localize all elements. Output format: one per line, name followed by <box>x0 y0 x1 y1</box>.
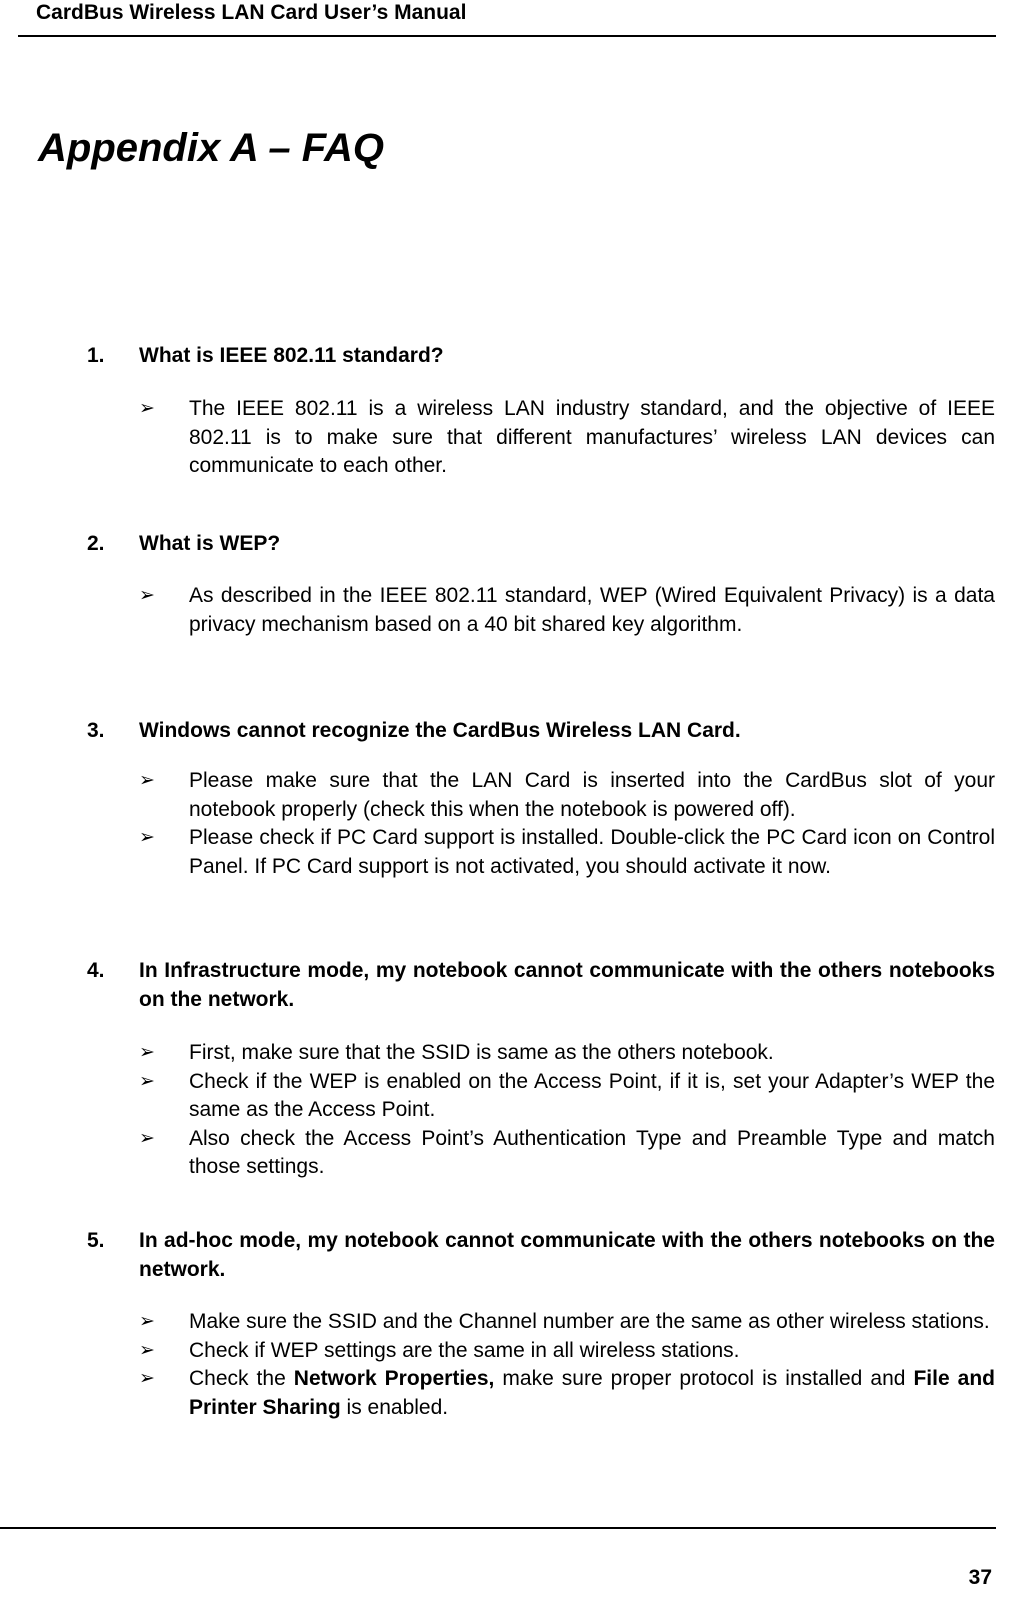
answer-text: Please make sure that the LAN Card is inserted into the CardBus slot of your notebook properly (check this when the notebook is powered off). <box>189 769 995 821</box>
answer-text: First, make sure that the SSID is same as the others notebook. <box>189 1041 774 1064</box>
faq-question-text: In ad-hoc mode, my notebook cannot communicate with the others notebooks on the network. <box>139 1229 995 1281</box>
page-number: 37 <box>968 1566 992 1589</box>
list-item <box>0 767 1014 824</box>
answer-text-part: make sure proper protocol is installed and <box>494 1367 914 1390</box>
faq-answers-1 <box>0 395 1014 481</box>
arrow-bullet-icon: ➢ <box>139 585 155 606</box>
faq-answers-5 <box>0 1308 1014 1422</box>
faq-question-4 <box>87 956 995 1014</box>
faq-number: 1. <box>87 344 105 367</box>
arrow-bullet-icon: ➢ <box>139 398 155 419</box>
header-divider <box>18 35 996 37</box>
faq-question-text: In Infrastructure mode, my notebook cannot communicate with the others notebooks on the network. <box>139 959 995 1011</box>
faq-question-5 <box>87 1226 995 1284</box>
answer-text-part: is enabled. <box>340 1395 449 1419</box>
arrow-bullet-icon: ➢ <box>139 1127 155 1149</box>
list-item <box>0 1039 1014 1068</box>
arrow-bullet-icon: ➢ <box>139 1070 155 1092</box>
list-item <box>0 824 1014 881</box>
list-item <box>0 1125 1014 1182</box>
list-item <box>0 1308 1014 1337</box>
faq-question-1 <box>87 341 995 370</box>
faq-question-3 <box>87 716 995 745</box>
list-item <box>0 1068 1014 1125</box>
answer-text: Also check the Access Point’s Authentication Type and Preamble Type and match those settings. <box>189 1126 995 1178</box>
running-header-title: CardBus Wireless LAN Card User’s Manual <box>36 1 467 24</box>
answer-text: Please check if PC Card support is installed. Double-click the PC Card icon on Control Panel. If PC Card support is not activated, you should activate it now. <box>189 826 995 878</box>
answer-text: The IEEE 802.11 is a wireless LAN industry standard, and the objective of IEEE 802.11 is to make sure that different manufactures’ wireless LAN devices can communicate to each other. <box>189 397 995 477</box>
answer-text <box>189 1365 995 1422</box>
faq-question-2 <box>87 529 995 558</box>
arrow-bullet-icon: ➢ <box>139 770 155 791</box>
faq-question-text: Windows cannot recognize the CardBus Wireless LAN Card. <box>139 719 741 742</box>
faq-number: 2. <box>87 532 105 555</box>
faq-number: 5. <box>87 1229 105 1252</box>
faq-answers-2 <box>0 582 1014 639</box>
faq-answers-3 <box>0 767 1014 881</box>
answer-text-part: Check the <box>189 1367 294 1390</box>
list-item <box>0 395 1014 481</box>
file-printer-sharing-emphasis: File and Printer Sharing <box>189 1367 995 1419</box>
list-item <box>0 1365 1014 1422</box>
list-item <box>0 1337 1014 1366</box>
faq-number: 3. <box>87 719 105 742</box>
faq-question-text: What is WEP? <box>139 532 281 555</box>
arrow-bullet-icon: ➢ <box>139 827 155 848</box>
answer-text: Check if WEP settings are the same in all wireless stations. <box>189 1338 740 1362</box>
page-title: Appendix A – FAQ <box>38 126 384 170</box>
answer-text: Make sure the SSID and the Channel number are the same as other wireless stations. <box>189 1310 990 1333</box>
arrow-bullet-icon: ➢ <box>139 1339 155 1361</box>
list-item <box>0 582 1014 639</box>
faq-question-text: What is IEEE 802.11 standard? <box>139 344 444 367</box>
arrow-bullet-icon: ➢ <box>139 1042 155 1063</box>
arrow-bullet-icon: ➢ <box>139 1368 155 1389</box>
arrow-bullet-icon: ➢ <box>139 1311 155 1332</box>
faq-answers-4 <box>0 1039 1014 1182</box>
answer-text: Check if the WEP is enabled on the Access Point, if it is, set your Adapter’s WEP the same as the Access Point. <box>189 1069 995 1121</box>
faq-number: 4. <box>87 959 105 982</box>
footer-divider <box>0 1527 996 1529</box>
answer-text: As described in the IEEE 802.11 standard, WEP (Wired Equivalent Privacy) is a data privacy mechanism based on a 40 bit shared key algorithm. <box>189 584 995 636</box>
network-properties-emphasis: Network Properties, <box>293 1367 495 1390</box>
